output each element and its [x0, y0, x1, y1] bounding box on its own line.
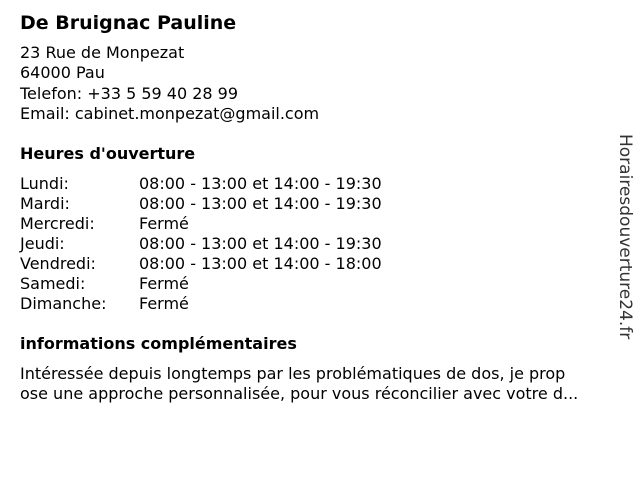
day-hours: 08:00 - 13:00 et 14:00 - 19:30: [139, 234, 382, 253]
opening-hours-title: Heures d'ouverture: [20, 144, 196, 163]
day-label: Mardi:: [20, 194, 70, 213]
phone-number: Telefon: +33 5 59 40 28 99: [20, 84, 239, 103]
description-line: ose une approche personnalisée, pour vous réconcilier avec votre d...: [20, 384, 579, 403]
day-hours: Fermé: [139, 294, 189, 313]
watermark-text: Horairesdouverture24.fr: [615, 134, 635, 340]
business-name: De Bruignac Pauline: [20, 12, 237, 34]
day-label: Mercredi:: [20, 214, 95, 233]
additional-info-title: informations complémentaires: [20, 334, 297, 353]
email-address: Email: cabinet.monpezat@gmail.com: [20, 104, 320, 123]
hours-row-tuesday: [20, 194, 620, 214]
opening-hours-table: [20, 174, 620, 314]
day-hours: 08:00 - 13:00 et 14:00 - 19:30: [139, 174, 382, 193]
day-hours: Fermé: [139, 214, 189, 233]
day-label: Samedi:: [20, 274, 86, 293]
hours-row-monday: [20, 174, 620, 194]
additional-info-text: [20, 364, 628, 404]
day-hours: Fermé: [139, 274, 189, 293]
hours-row-friday: [20, 254, 620, 274]
address-street: 23 Rue de Monpezat: [20, 43, 185, 62]
hours-row-thursday: [20, 234, 620, 254]
day-hours: 08:00 - 13:00 et 14:00 - 19:30: [139, 194, 382, 213]
day-label: Vendredi:: [20, 254, 96, 273]
day-label: Lundi:: [20, 174, 69, 193]
hours-row-sunday: [20, 294, 620, 314]
hours-row-saturday: [20, 274, 620, 294]
address-city: 64000 Pau: [20, 63, 105, 82]
day-hours: 08:00 - 13:00 et 14:00 - 18:00: [139, 254, 382, 273]
hours-row-wednesday: [20, 214, 620, 234]
description-line: Intéressée depuis longtemps par les problématiques de dos, je prop: [20, 364, 566, 383]
day-label: Dimanche:: [20, 294, 107, 313]
day-label: Jeudi:: [20, 234, 65, 253]
watermark: [612, 134, 634, 344]
